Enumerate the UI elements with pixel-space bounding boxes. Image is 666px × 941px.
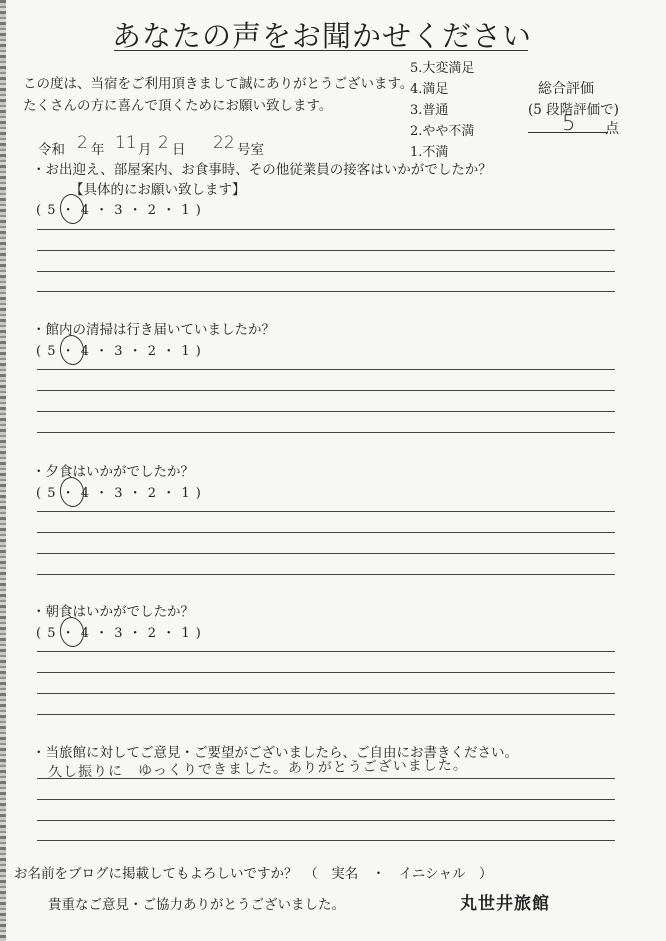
scanned-page-edge [0,0,6,941]
rating-legend-item: 1.不満 [410,145,449,160]
rating-legend-item: 2.やや不満 [410,124,475,139]
answer-line [37,714,615,715]
inn-name: 丸世井旅館 [460,894,550,914]
answer-line [37,250,615,251]
rating-scale-service[interactable]: ( 5 ・ 4 ・ 3 ・ 2 ・ 1 ) [36,203,202,218]
page-title: あなたの声をお聞かせください [112,19,533,53]
answer-line [37,229,615,230]
rating-legend [410,58,474,163]
visit-day-field[interactable]: 2 [158,133,169,153]
year-label: 年 [91,142,105,158]
rating-legend-item: 5.大変満足 [410,61,475,76]
era-label: 令和 [38,142,65,158]
month-label: 月 [138,142,152,158]
answer-line [37,369,615,370]
answer-line [37,291,615,292]
question-dinner: ・夕食はいかがでしたか？ [32,464,194,480]
overall-unit: 点 [605,121,619,137]
overall-score-field[interactable]: 5 [562,111,576,135]
answer-line [37,574,615,575]
title-underline [114,50,528,51]
free-comment-answer[interactable]: 久し振りに ゆっくりできました。ありがとうございました。 [47,757,468,781]
thanks-message: 貴重なご意見・ご協力ありがとうございました。 [48,897,345,913]
answer-line [37,799,615,800]
selected-rating-circle [58,333,86,366]
day-label: 日 [172,142,186,158]
selected-rating-circle [58,475,86,508]
intro-line-2: たくさんの方に喜んで頂くためにお願い致します。 [23,98,333,114]
answer-line [37,820,615,821]
answer-line [37,532,615,533]
rating-legend-item: 3.普通 [410,103,449,118]
answer-line [37,651,615,652]
answer-line [37,840,615,841]
question-service-note: 【具体的にお願い致します】 [70,182,246,198]
answer-line [37,672,615,673]
answer-line [37,693,615,694]
visit-year-field[interactable]: 2 [77,133,88,153]
question-service: ・お出迎え、部屋案内、お食事時、その他従業員の接客はいかがでしたか？ [32,162,492,178]
selected-rating-circle [58,615,86,648]
room-label: 号室 [237,142,264,158]
intro-line-1: この度は、当宿をご利用頂きまして誠にありがとうございます。 [23,76,414,92]
rating-scale-cleanliness[interactable]: ( 5 ・ 4 ・ 3 ・ 2 ・ 1 ) [36,344,202,359]
answer-line [37,390,615,391]
answer-line [37,271,615,272]
answer-line [37,511,615,512]
room-number-field[interactable]: 22 [213,133,235,153]
overall-sublabel: (5 段階評価で) [528,102,619,118]
rating-legend-item: 4.満足 [410,82,449,97]
visit-month-field[interactable]: 11 [115,133,137,153]
answer-line [37,553,615,554]
question-cleanliness: ・館内の清掃は行き届いていましたか？ [32,322,275,338]
blog-consent-question[interactable]: お名前をブログに掲載してもよろしいですか？ （ 実名 ・ イニシャル ） [14,866,493,882]
rating-scale-breakfast[interactable]: ( 5 ・ 4 ・ 3 ・ 2 ・ 1 ) [36,626,202,641]
rating-scale-dinner[interactable]: ( 5 ・ 4 ・ 3 ・ 2 ・ 1 ) [36,486,202,501]
question-breakfast: ・朝食はいかがでしたか？ [32,604,194,620]
free-comment-prompt: ・当旅館に対してご意見・ご要望がございましたら、ご自由にお書きください。 [32,745,518,761]
answer-line [37,432,615,433]
overall-label: 総合評価 [538,81,594,97]
overall-score-underline [528,132,608,133]
answer-line [37,411,615,412]
answer-line [37,778,615,779]
